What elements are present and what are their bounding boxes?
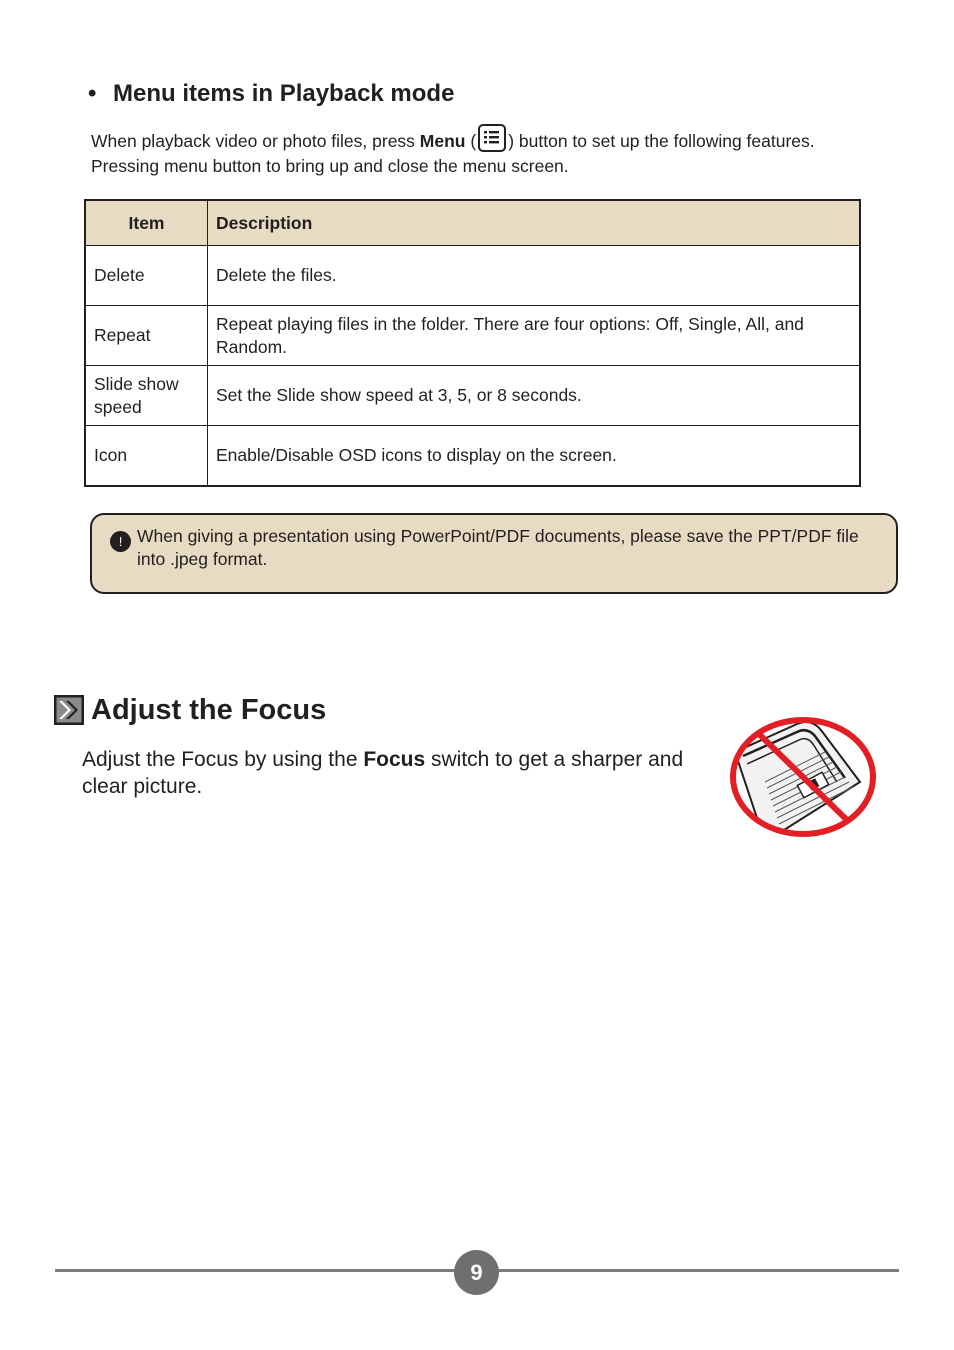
chevron-right-icon xyxy=(54,695,84,725)
intro-menu-bold: Menu xyxy=(419,131,466,151)
row-item-cell: Repeat xyxy=(85,306,208,366)
note-text: When giving a presentation using PowerPoint/PDF documents, please save the PPT/PDF file into .jpeg format. xyxy=(137,526,859,569)
intro-text-part2: ) button to set up the following features. xyxy=(508,131,815,151)
row-description-cell: Repeat playing files in the folder. There are four options: Off, Single, All, and Random. xyxy=(208,306,861,366)
table-header-row xyxy=(85,200,860,246)
note-box xyxy=(90,513,898,594)
focus-switch-illustration xyxy=(725,712,881,842)
menu-list-icon xyxy=(478,124,506,152)
focus-bold: Focus xyxy=(363,748,426,771)
menu-intro-paragraph xyxy=(91,130,911,178)
menu-items-heading xyxy=(88,80,454,108)
column-header-description: Description xyxy=(208,200,861,246)
playback-menu-table xyxy=(84,199,861,487)
intro-paren-open: ( xyxy=(465,131,477,151)
row-description-cell: Delete the files. xyxy=(208,246,861,306)
table-row xyxy=(85,426,860,487)
menu-items-heading-text: Menu items in Playback mode xyxy=(113,80,455,107)
row-item-cell: Delete xyxy=(85,246,208,306)
focus-description xyxy=(82,746,702,800)
table-row xyxy=(85,246,860,306)
row-item-cell: Slide show speed xyxy=(85,366,208,426)
row-description-cell: Enable/Disable OSD icons to display on the screen. xyxy=(208,426,861,487)
table-row xyxy=(85,366,860,426)
intro-text-part1: When playback video or photo files, press xyxy=(91,131,420,151)
row-description-cell: Set the Slide show speed at 3, 5, or 8 seconds. xyxy=(208,366,861,426)
column-header-item: Item xyxy=(85,200,208,246)
exclamation-icon: ! xyxy=(110,531,131,552)
row-item-cell: Icon xyxy=(85,426,208,487)
heading-bullet: • xyxy=(88,80,97,107)
intro-text-line2: Pressing menu button to bring up and close the menu screen. xyxy=(91,156,569,176)
section-title: Adjust the Focus xyxy=(91,694,327,726)
table-row xyxy=(85,306,860,366)
page-number-badge: 9 xyxy=(454,1250,499,1295)
focus-text-part1: Adjust the Focus by using the xyxy=(82,748,364,771)
focus-text-part2: switch to get a sharper and clear picture. xyxy=(82,748,684,798)
